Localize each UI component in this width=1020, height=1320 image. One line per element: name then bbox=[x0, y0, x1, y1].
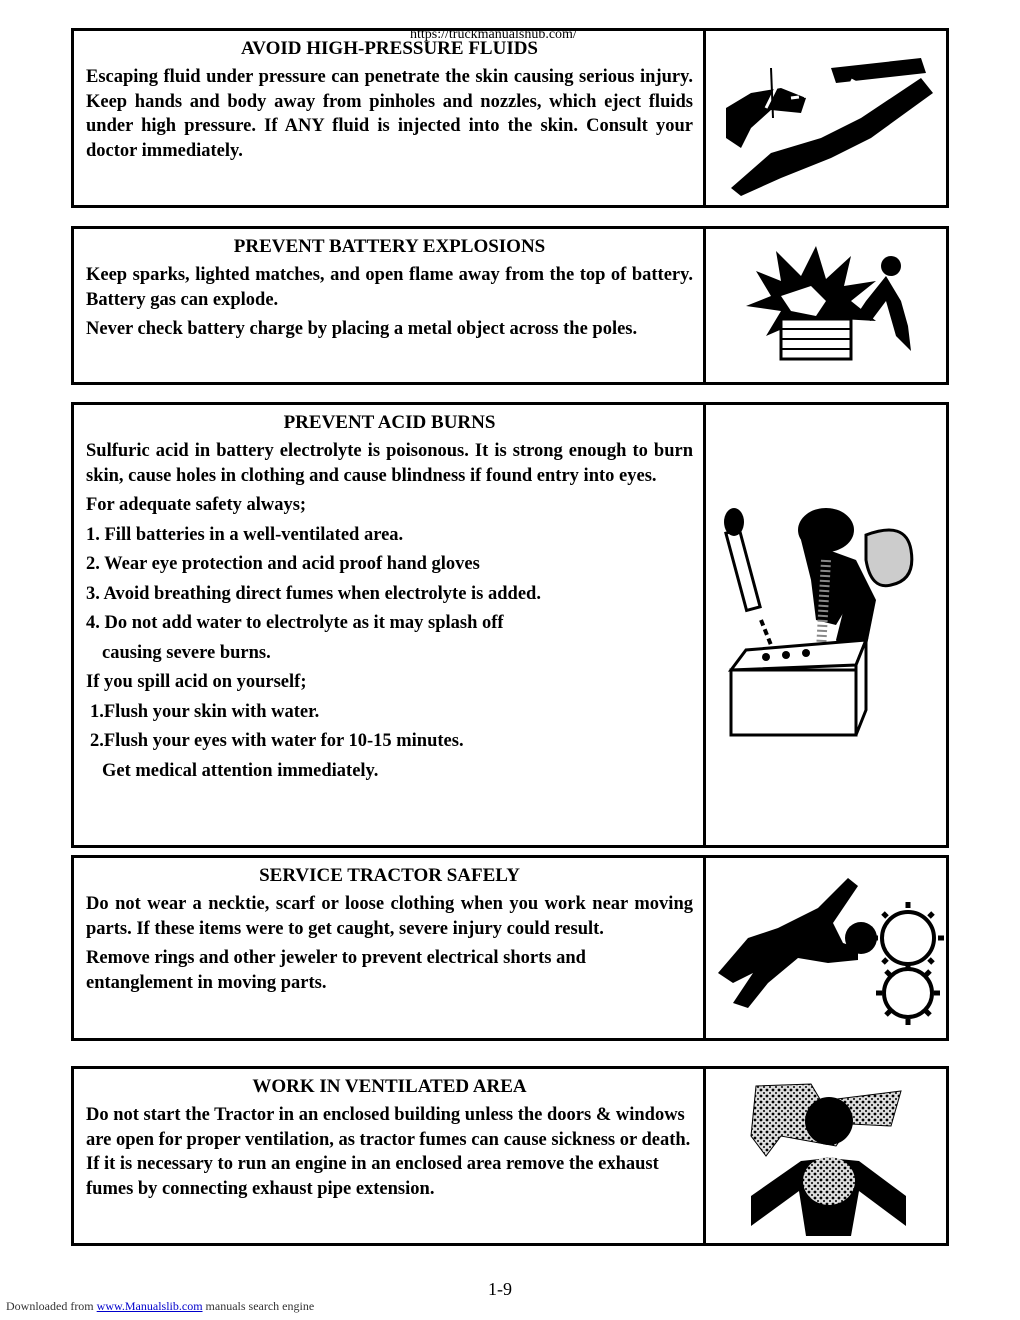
page-number: 1-9 bbox=[488, 1279, 512, 1299]
list-line: Get medical attention immediately. bbox=[102, 760, 379, 781]
list-line: 1.Flush your skin with water. bbox=[90, 701, 320, 722]
section-paragraph: Remove rings and other jeweler to prevent electrical shorts and entanglement in moving parts. bbox=[86, 948, 586, 993]
list-line: For adequate safety always; bbox=[86, 495, 307, 515]
list-line: 2.Flush your eyes with water for 10-15 minutes. bbox=[90, 731, 464, 751]
section-paragraph: Do not wear a necktie, scarf or loose clothing when you work near moving parts. If these items were to get caught, severe injury could result. bbox=[86, 894, 693, 939]
safety-text bbox=[74, 31, 706, 205]
download-footer bbox=[6, 1299, 314, 1314]
list-line: 4. Do not add water to electrolyte as it may splash off bbox=[86, 613, 504, 633]
section-paragraph: Keep sparks, lighted matches, and open flame away from the top of battery. Battery gas can explode. bbox=[86, 265, 693, 310]
acid-burn-battery-icon bbox=[706, 405, 946, 845]
safety-box-high-pressure bbox=[71, 28, 949, 208]
safety-box-ventilated-area bbox=[71, 1066, 949, 1246]
section-paragraph: Never check battery charge by placing a metal object across the poles. bbox=[86, 319, 638, 339]
battery-explosion-icon bbox=[706, 229, 946, 382]
safety-text bbox=[74, 405, 706, 845]
manualslib-link[interactable]: www.Manualslib.com bbox=[96, 1299, 203, 1313]
section-paragraph: Sulfuric acid in battery electrolyte is poisonous. It is strong enough to burn skin, cause holes in clothing and cause blindness if found entry into eyes. bbox=[86, 441, 693, 486]
list-line: 3. Avoid breathing direct fumes when electrolyte is added. bbox=[86, 583, 541, 604]
entanglement-gears-icon bbox=[706, 858, 946, 1038]
safety-box-acid-burns bbox=[71, 402, 949, 848]
section-title: WORK IN VENTILATED AREA bbox=[252, 1076, 527, 1097]
safety-box-service-tractor bbox=[71, 855, 949, 1041]
list-line: If you spill acid on yourself; bbox=[86, 672, 307, 692]
exhaust-fumes-icon bbox=[706, 1069, 946, 1243]
section-title: SERVICE TRACTOR SAFELY bbox=[259, 865, 520, 886]
list-line: 2. Wear eye protection and acid proof hand gloves bbox=[86, 554, 480, 574]
section-title: AVOID HIGH-PRESSURE FLUIDS bbox=[241, 38, 538, 59]
download-prefix: Downloaded from bbox=[6, 1299, 94, 1313]
high-pressure-fluid-hand-icon bbox=[706, 31, 946, 205]
list-line: 1. Fill batteries in a well-ventilated area. bbox=[86, 524, 404, 545]
safety-box-battery-explosion bbox=[71, 226, 949, 385]
list-line: causing severe burns. bbox=[102, 642, 271, 663]
safety-text bbox=[74, 1069, 706, 1243]
section-title: PREVENT BATTERY EXPLOSIONS bbox=[233, 236, 546, 257]
safety-text bbox=[74, 858, 706, 1038]
source-url: https://truckmanualshub.com/ bbox=[410, 27, 577, 42]
section-title: PREVENT ACID BURNS bbox=[283, 412, 496, 433]
section-paragraph: Do not start the Tractor in an enclosed building unless the doors & windows are open for proper ventilation, as tractor fumes can cause sickness or death. If it is necessary to run an engine in an enclosed area remove the exhaust fumes by connecting exhaust pipe extension. bbox=[86, 1105, 691, 1199]
safety-text bbox=[74, 229, 706, 382]
download-suffix: manuals search engine bbox=[205, 1299, 315, 1313]
section-paragraph: Escaping fluid under pressure can penetrate the skin causing serious injury. Keep hands and body away from pinholes and nozzles, which eject fluids under high pressure. If ANY fluid is injected into the skin. Consult your doctor immediately. bbox=[86, 67, 693, 161]
